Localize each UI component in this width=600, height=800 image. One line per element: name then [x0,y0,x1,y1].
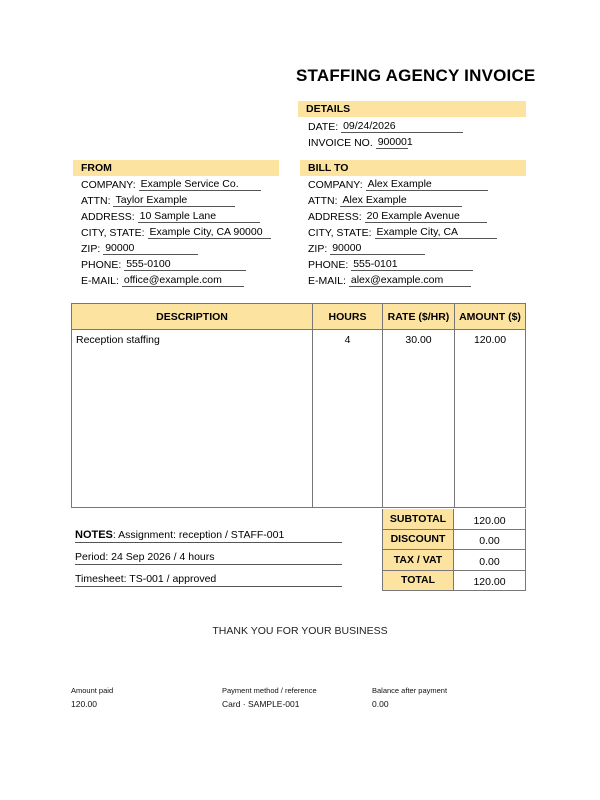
table-header [72,304,525,330]
notes-label: NOTES [75,529,113,541]
thank-you-message: THANK YOU FOR YOUR BUSINESS [212,625,388,637]
details-heading: DETAILS [298,101,526,117]
amount-paid-label: Amount paid [71,686,114,695]
amount-paid-value: 120.00 [71,699,97,709]
tax-row [382,550,526,571]
bill-attn-field: ATTN: Alex Example [308,194,462,209]
bill-city-value: Example City, CA [375,226,497,239]
discount-value: 0.00 [454,530,526,551]
date-value: 09/24/2026 [341,120,463,133]
bill-address-field: ADDRESS: 20 Example Avenue [308,210,487,225]
tax-value: 0.00 [454,550,526,571]
bill-address-value: 20 Example Avenue [365,210,487,223]
bill-zip-value: 90000 [330,242,425,255]
invoice-number-label: INVOICE NO. [308,137,373,149]
invoice-title: STAFFING AGENCY INVOICE [296,66,536,85]
bill-city-field: CITY, STATE: Example City, CA [308,226,497,241]
balance-value: 0.00 [372,699,389,709]
from-company-value: Example Service Co. [139,178,261,191]
bill-company-value: Alex Example [366,178,488,191]
total-value: 120.00 [454,571,526,592]
notes-line-3 [75,573,342,587]
from-city-value: Example City, CA 90000 [148,226,271,239]
table-row [72,330,525,507]
bill-zip-field: ZIP: 90000 [308,242,425,257]
from-phone-field: PHONE: 555-0100 [81,258,246,273]
balance-label: Balance after payment [372,686,448,695]
col-description: DESCRIPTION [72,304,313,329]
from-phone-value: 555-0100 [124,258,246,271]
total-row [382,571,526,592]
from-city-field: CITY, STATE: Example City, CA 90000 [81,226,271,241]
notes-text-2: Period: 24 Sep 2026 / 4 hours [75,551,215,563]
col-rate: RATE ($/HR) [383,304,455,329]
col-amount: AMOUNT ($) [459,310,521,323]
payment-method-value: Card · SAMPLE-001 [222,699,300,709]
bill-phone-field: PHONE: 555-0101 [308,258,473,273]
bill-to-heading: BILL TO [300,160,526,176]
from-attn-field: ATTN: Taylor Example [81,194,235,209]
bill-attn-value: Alex Example [340,194,462,207]
from-address-field: ADDRESS: 10 Sample Lane [81,210,260,225]
notes-text-3: Timesheet: TS-001 / approved [75,573,217,585]
notes-line-1: NOTES: Assignment: reception / STAFF-001 [75,529,342,543]
row-rate: 30.00 [383,330,455,507]
bill-email-field: E-MAIL: alex@example.com [308,274,471,289]
discount-label: DISCOUNT [382,530,454,551]
from-email-field: E-MAIL: office@example.com [81,274,244,289]
from-address-value: 10 Sample Lane [138,210,260,223]
tax-label: TAX / VAT [382,550,454,571]
total-label: TOTAL [382,571,454,592]
payment-method-label: Payment method / reference [222,686,317,695]
from-zip-value: 90000 [103,242,198,255]
notes-text-1: Assignment: reception / STAFF-001 [118,529,285,541]
from-email-value: office@example.com [122,274,244,287]
invoice-number-value: 900001 [377,136,413,148]
row-amount: 120.00 [473,334,507,346]
row-hours: 4 [313,330,383,507]
discount-row [382,530,526,551]
from-company-field: COMPANY: Example Service Co. [81,178,261,193]
bill-company-field: COMPANY: Alex Example [308,178,488,193]
line-items-table [71,303,526,508]
from-attn-value: Taylor Example [113,194,235,207]
invoice-number-field [308,136,413,151]
subtotal-label: SUBTOTAL [382,509,454,530]
date-label: DATE: [308,121,339,133]
subtotal-value: 120.00 [454,509,526,530]
totals-block [382,509,526,591]
from-zip-field: ZIP: 90000 [81,242,198,257]
bill-phone-value: 555-0101 [351,258,473,271]
notes-line-2 [75,551,342,565]
col-hours: HOURS [313,304,383,329]
bill-email-value: alex@example.com [349,274,471,287]
from-heading: FROM [73,160,279,176]
subtotal-row [382,509,526,530]
row-description: Reception staffing [72,330,313,507]
date-field [308,120,463,135]
